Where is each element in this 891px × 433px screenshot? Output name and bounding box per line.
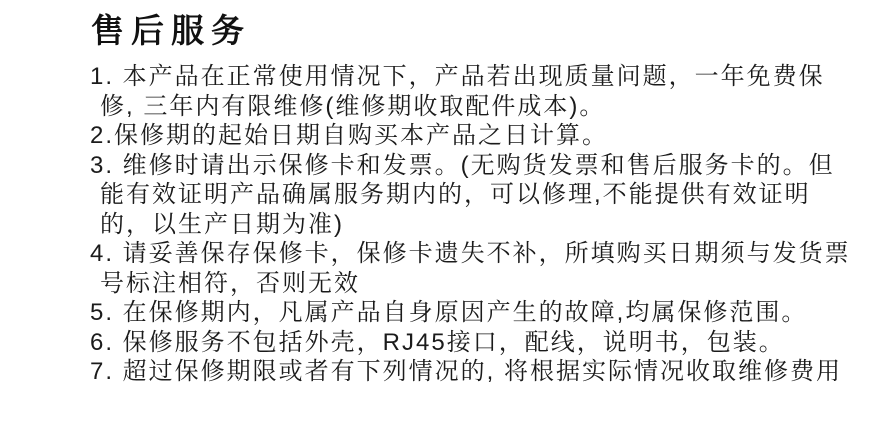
term-line: 的，以生产日期为准)	[100, 210, 344, 238]
term-line: 能有效证明产品确属服务期内的，可以修理,不能提供有效证明	[100, 181, 811, 208]
term-line: 修, 三年内有限维修(维修期收取配件成本)。	[100, 92, 606, 120]
term-line: 号标注相符，否则无效	[100, 269, 360, 297]
term-line: 4. 请妥善保存保修卡，保修卡遗失不补，所填购买日期须与发货票	[90, 240, 851, 267]
term-line: 1. 本产品在正常使用情况下，产品若出现质量问题，一年免费保	[90, 63, 825, 90]
term-line: 2.保修期的起始日期自购买本产品之日计算。	[90, 122, 609, 149]
service-terms-list	[90, 62, 871, 387]
term-line: 5. 在保修期内，凡属产品自身原因产生的故障,均属保修范围。	[90, 299, 808, 326]
term-line: 7. 超过保修期限或者有下列情况的, 将根据实际情况收取维修费用	[90, 358, 843, 385]
term-line: 3. 维修时请出示保修卡和发票。(无购货发票和售后服务卡的。但	[90, 151, 835, 179]
term-line: 6. 保修服务不包括外壳，RJ45接口，配线，说明书，包装。	[90, 328, 785, 356]
page-title: 售后服务	[91, 14, 251, 50]
